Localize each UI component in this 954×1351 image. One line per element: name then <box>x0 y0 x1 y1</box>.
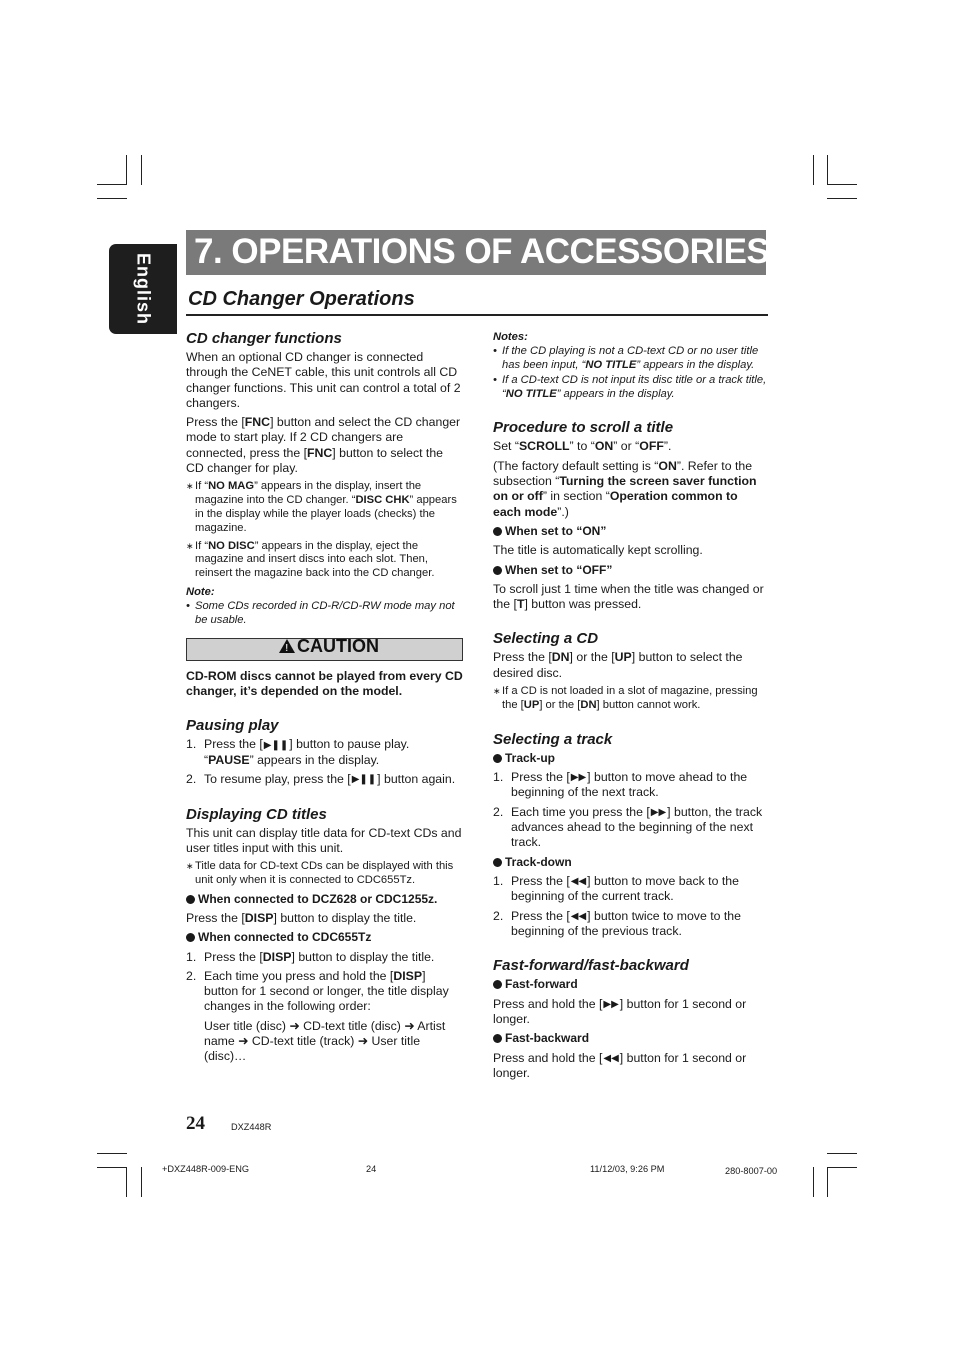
fast-backward-icon: ◀◀ <box>603 1052 619 1064</box>
heading-scroll-title: Procedure to scroll a title <box>493 419 674 437</box>
language-tab <box>109 244 177 334</box>
crop-mark <box>827 1153 857 1154</box>
heading-displaying-titles: Displaying CD titles <box>186 805 327 823</box>
list-item: 1. Press the [▶▶] button to move ahead to the beginning of the next track. <box>493 769 748 800</box>
paragraph: Set “SCROLL” to “ON” or “OFF”. <box>493 439 672 454</box>
list-item: 1. Press the [DISP] button to display the title. <box>186 949 435 964</box>
note-item: • If a CD-text CD is not input its disc title or a track title, “NO TITLE” appears in the display. <box>493 373 767 400</box>
paragraph: The title is automatically kept scrolling. <box>493 543 703 558</box>
bullet-dot-icon <box>186 933 195 942</box>
subheading: Track-up <box>493 751 769 766</box>
paragraph: When an optional CD changer is connected through the CeNET cable, this unit controls all CD changer functions. This unit can control a total of 2 changers. <box>186 350 461 410</box>
warning-icon <box>279 639 295 653</box>
crop-mark <box>97 184 127 185</box>
file-name: +DXZ448R-009-ENG <box>162 1164 250 1174</box>
track-up-icon: ▶▶ <box>570 772 587 784</box>
track-down-icon: ◀◀ <box>570 876 587 887</box>
crop-mark <box>827 1167 828 1197</box>
chapter-title: 7. OPERATIONS OF ACCESSORIES <box>194 232 770 271</box>
list-item: 1. Press the [▶❚❚] button to pause play. “PAUSE” appears in the display. <box>186 737 410 767</box>
subheading: When set to “OFF” <box>493 563 769 578</box>
bullet-dot-icon <box>493 1034 502 1043</box>
track-up-icon: ▶▶ <box>650 806 667 818</box>
crop-mark <box>126 1167 127 1197</box>
paragraph: To scroll just 1 time when the title was changed or the [T] button was pressed. <box>493 581 764 612</box>
heading-selecting-cd: Selecting a CD <box>493 630 599 648</box>
crop-mark <box>827 1167 857 1168</box>
bullet-dot-icon <box>493 754 502 763</box>
paragraph: This unit can display title data for CD-text CDs and user titles input with this unit. <box>186 825 462 855</box>
right-column <box>493 328 769 1085</box>
crop-mark <box>97 198 127 199</box>
bullet-dot-icon <box>493 566 502 575</box>
heading-cd-functions: CD changer functions <box>186 330 342 347</box>
steps-list <box>493 770 769 851</box>
note-item: • If the CD playing is not a CD-text CD or no user title has been input, “NO TITLE” appears in the display. <box>493 345 759 372</box>
crop-mark <box>97 1167 127 1168</box>
crop-mark <box>97 1153 127 1154</box>
crop-mark <box>141 1167 142 1197</box>
crop-mark <box>827 155 828 185</box>
asterisk-note: ∗ If “NO MAG” appears in the display, insert the magazine into the CD changer. “DISC CHK” appears in the display while the player loads (checks) the magazine. <box>186 480 457 534</box>
crop-mark <box>126 155 127 185</box>
subheading: Fast-forward <box>493 977 769 992</box>
caution-text: CD-ROM discs cannot be played from every CD changer, it’s depended on the model. <box>186 668 463 699</box>
section-divider <box>186 314 768 316</box>
play-pause-icon: ▶❚❚ <box>263 739 289 751</box>
bullet-dot-icon <box>186 895 195 904</box>
crop-mark <box>827 198 857 199</box>
subheading: When connected to CDC655Tz <box>186 930 463 945</box>
list-item: 2. Press the [◀◀] button twice to move to the beginning of the previous track. <box>493 908 741 938</box>
bullet-dot-icon <box>493 527 502 536</box>
subheading: When set to “ON” <box>493 524 769 539</box>
caution-banner <box>186 635 463 661</box>
notes-label: Notes: <box>493 331 528 343</box>
list-item: 2. Each time you press the [▶▶] button, the track advances ahead to the beginning of the next track. <box>493 804 763 850</box>
asterisk-note: ∗ Title data for CD-text CDs can be displayed with this unit only when it is connected to CDC655Tz. <box>186 860 454 886</box>
crop-mark <box>141 155 142 185</box>
heading-pausing-play: Pausing play <box>186 717 279 735</box>
model-code: DXZ448R <box>231 1122 272 1132</box>
asterisk-note: ∗ If “NO DISC” appears in the display, eject the magazine and insert discs into each slot. Then, reinsert the magazine back into the CD changer. <box>186 539 435 580</box>
subheading: Fast-backward <box>493 1031 769 1046</box>
page-number: 24 <box>186 1113 205 1134</box>
bullet-dot-icon <box>493 858 502 867</box>
heading-fast-forward: Fast-forward/fast-backward <box>493 957 689 975</box>
list-item: 2. Each time you press and hold the [DISP] button for 1 second or longer, the title display changes in the following order: <box>186 968 449 1014</box>
paragraph: Press and hold the [▶▶] button for 1 second or longer. <box>493 996 747 1026</box>
crop-mark <box>813 155 814 185</box>
part-number: 280-8007-00 <box>725 1166 778 1176</box>
crop-mark <box>813 1167 814 1197</box>
print-page: 24 <box>366 1164 377 1174</box>
language-tab-label: English <box>133 252 154 326</box>
paragraph: Press the [DN] or the [UP] button to select the desired disc. <box>493 650 743 680</box>
print-date: 11/12/03, 9:26 PM <box>590 1164 665 1174</box>
note-item: • Some CDs recorded in CD-R/CD-RW mode may not be usable. <box>186 600 455 627</box>
paragraph: Press and hold the [◀◀] button for 1 second or longer. <box>493 1050 747 1080</box>
note-label: Note: <box>186 585 215 598</box>
paragraph: Press the [DISP] button to display the title. <box>186 911 417 925</box>
steps-list <box>186 737 463 787</box>
subheading: When connected to DCZ628 or CDC1255z. <box>186 892 463 907</box>
bullet-dot-icon <box>493 980 502 989</box>
section-title: CD Changer Operations <box>188 288 415 310</box>
steps-list <box>186 950 463 1065</box>
subheading: Track-down <box>493 855 769 870</box>
steps-list <box>493 874 769 939</box>
crop-mark <box>827 184 857 185</box>
asterisk-note: ∗ If a CD is not loaded in a slot of magazine, pressing the [UP] or the [DN] button cannot work. <box>493 685 758 711</box>
paragraph: Press the [FNC] button and select the CD changer mode to start play. If 2 CD changers are connected, press the [FNC] button to select the CD changer for play. <box>186 415 461 476</box>
chapter-header <box>186 230 770 275</box>
track-down-icon: ◀◀ <box>570 910 587 922</box>
play-pause-icon: ▶❚❚ <box>351 774 377 786</box>
caution-label: CAUTION <box>297 635 379 656</box>
fast-forward-icon: ▶▶ <box>603 998 619 1010</box>
list-item: User title (disc) ➜ CD-text title (disc) ➜ Artist name ➜ CD-text title (track) ➜ User title (disc)… <box>204 1018 446 1064</box>
paragraph: (The factory default setting is “ON”. Refer to the subsection “Turning the screen saver function on or off” in section “Operation common to each mode”.) <box>493 458 757 519</box>
list-item: 1. Press the [◀◀] button to move back to the beginning of the current track. <box>493 873 739 904</box>
left-column <box>186 330 463 1069</box>
heading-selecting-track: Selecting a track <box>493 730 613 748</box>
list-item: 2. To resume play, press the [▶❚❚] button again. <box>186 772 456 787</box>
